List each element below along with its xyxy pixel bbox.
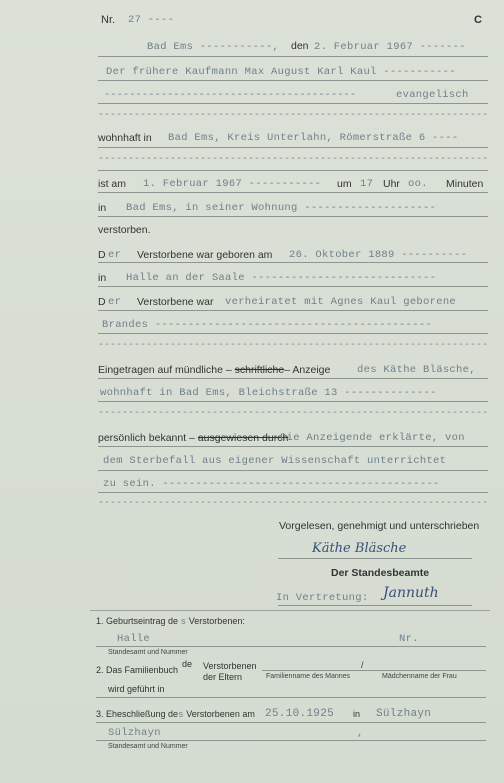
residence-label: wohnhaft in xyxy=(98,132,152,144)
rule xyxy=(98,401,488,402)
rule xyxy=(278,558,472,559)
birth-label: Verstorbene war geboren am xyxy=(137,249,273,261)
marital-d-label: D xyxy=(98,296,106,308)
dashed-line: ----------------------------------------------------------------- xyxy=(98,110,488,121)
verstorben-label: verstorben. xyxy=(98,224,151,236)
deceased-name: Der frühere Kaufmann Max August Karl Kaul ----------- xyxy=(106,66,456,78)
rule xyxy=(98,103,488,104)
birth-gender-suffix: er xyxy=(108,249,122,261)
statement-line3: zu sein. ------------------------------------------ xyxy=(103,478,440,490)
birth-place: Halle an der Saale ---------------------------- xyxy=(126,272,437,284)
rule xyxy=(96,722,486,723)
dashed-line: ----------------------------------------------------------------- xyxy=(98,154,488,165)
rule xyxy=(98,56,488,57)
fn2-slash: / xyxy=(361,660,364,670)
fn2-kept-label: wird geführt in xyxy=(108,684,165,694)
death-minutes: oo. xyxy=(408,178,428,190)
informant: des Käthe Bläsche, xyxy=(357,364,476,376)
fn1-birth-registry: Halle xyxy=(117,633,151,645)
registered-label: Eingetragen auf mündliche – schriftliche– Anzeige xyxy=(98,364,331,376)
deputy-label: In Vertretung: xyxy=(276,592,369,604)
rule xyxy=(96,740,486,741)
struck-option: ausgewiesen durch xyxy=(197,432,289,444)
rule xyxy=(98,286,488,287)
fn1-caption: Standesamt und Nummer xyxy=(108,649,188,656)
fn2-eltern: der Eltern xyxy=(203,672,243,682)
rule xyxy=(98,216,488,217)
fn2-husband-caption: Familienname des Mannes xyxy=(266,673,351,680)
rule xyxy=(98,378,488,379)
death-in-label: in xyxy=(98,202,107,214)
fn3-in-label: in xyxy=(353,709,361,719)
corner-letter: C xyxy=(474,14,482,26)
rule xyxy=(262,670,486,671)
death-place: Bad Ems, in seiner Wohnung -------------------- xyxy=(126,202,437,214)
dashed-line: ----------------------------------------------------------------- xyxy=(98,340,488,351)
rule xyxy=(98,170,488,171)
fn2-verstorbenen: Verstorbenen xyxy=(203,661,257,671)
dash-filler: ---------------------------------------- xyxy=(104,89,357,101)
record-date: 2. Februar 1967 ------- xyxy=(314,41,466,53)
statement-line1: Die Anzeigende erklärte, von xyxy=(280,432,465,444)
rule xyxy=(98,262,488,263)
rule xyxy=(278,605,472,606)
fn2-maiden-caption: Mädchenname der Frau xyxy=(382,673,457,680)
statement-line2: dem Sterbefall aus eigener Wissenschaft unterrichtet xyxy=(103,455,447,467)
marital-label: Verstorbene war xyxy=(137,296,214,308)
rule xyxy=(98,310,488,311)
dashed-line: ----------------------------------------------------------------- xyxy=(98,498,488,509)
rule xyxy=(98,333,488,334)
fn3-number: , xyxy=(357,727,364,739)
fn1-number: Nr. xyxy=(399,633,419,645)
uhr-label: Uhr xyxy=(383,178,400,190)
fn2-label: 2. Das Familienbuch xyxy=(96,665,179,675)
residence-value: Bad Ems, Kreis Unterlahn, Römerstraße 6 ---- xyxy=(168,132,459,144)
birth-d-label: D xyxy=(98,249,106,261)
rule xyxy=(98,492,488,493)
rule xyxy=(98,80,488,81)
official-signature: Jannuth xyxy=(383,585,439,601)
fn2-de: de xyxy=(182,659,193,669)
dashed-line: ----------------------------------------------------------------- xyxy=(98,408,488,419)
fn3-registry: Sülzhayn xyxy=(108,727,161,739)
death-hour: 17 xyxy=(360,178,374,190)
rule xyxy=(96,646,486,647)
marital-gender-suffix: er xyxy=(108,296,122,308)
nr-value: 27 ---- xyxy=(128,14,175,26)
informant-signature: Käthe Bläsche xyxy=(312,541,407,556)
ist-am-label: ist am xyxy=(98,178,127,190)
um-label: um xyxy=(337,178,352,190)
religion: evangelisch xyxy=(396,89,469,101)
rule xyxy=(98,192,488,193)
fn1-label: 1. Geburtseintrag de s Verstorbenen: xyxy=(96,616,245,627)
fn3-marriage-date: 25.10.1925 xyxy=(265,708,335,720)
spouse-maiden-name: Brandes ------------------------------------------ xyxy=(102,319,433,331)
rule xyxy=(90,610,490,611)
marital-status: verheiratet mit Agnes Kaul geborene xyxy=(225,296,457,308)
nr-label: Nr. xyxy=(101,14,116,26)
place-of-record: Bad Ems -----------, xyxy=(147,41,280,53)
fn3-label: 3. Eheschließung des Verstorbenen am xyxy=(96,709,255,720)
informant-residence: wohnhaft in Bad Ems, Bleichstraße 13 -------------- xyxy=(100,387,437,399)
rule xyxy=(98,147,488,148)
birth-in-label: in xyxy=(98,272,107,284)
read-approved-label: Vorgelesen, genehmigt und unterschrieben xyxy=(279,520,480,532)
death-date: 1. Februar 1967 ----------- xyxy=(143,178,322,190)
known-label: persönlich bekannt – ausgewiesen durch xyxy=(98,432,289,444)
den-label: den xyxy=(291,40,309,52)
rule xyxy=(96,697,486,698)
fn3-marriage-place: Sülzhayn xyxy=(376,708,432,720)
struck-option: schriftliche xyxy=(234,364,285,376)
minuten-label: Minuten xyxy=(446,178,484,190)
official-label: Der Standesbeamte xyxy=(331,567,430,579)
rule xyxy=(98,470,488,471)
rule xyxy=(98,446,488,447)
birth-date: 26. Oktober 1889 ---------- xyxy=(289,249,468,261)
fn3-caption: Standesamt und Nummer xyxy=(108,743,188,750)
